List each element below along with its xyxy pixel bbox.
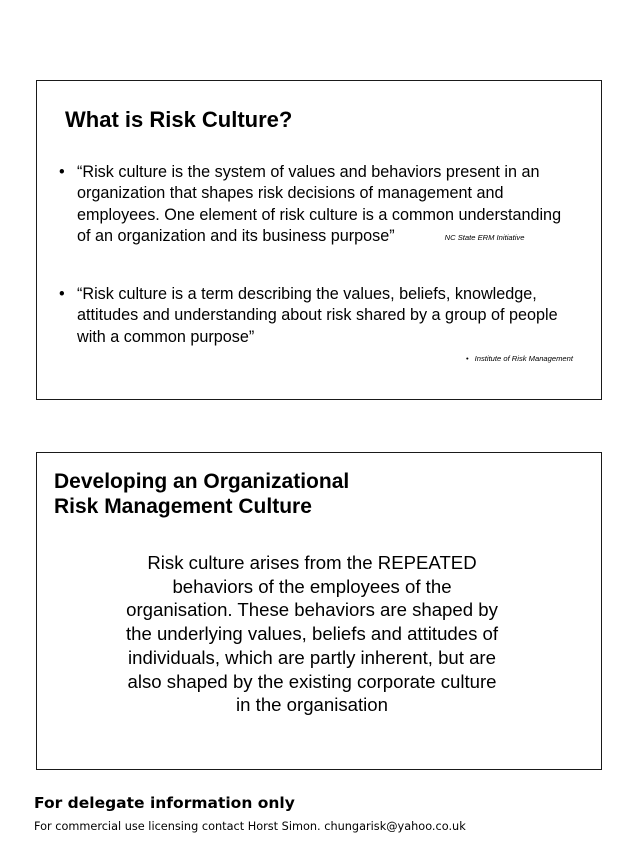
slide-what-is-risk-culture — [36, 80, 602, 400]
quote-source: NC State ERM Initiative — [444, 232, 525, 242]
quote-text: “Risk culture is the system of values and behaviors present in an organization that shapes risk decisions of management and employees. One element of risk culture is a common understanding of an organization and its business purpose” — [77, 163, 562, 245]
body-line: in the organisation — [236, 694, 388, 716]
quote-institute-risk-management — [59, 284, 579, 348]
bullet: • — [59, 285, 65, 303]
source-text: Institute of Risk Management — [474, 354, 573, 363]
body-line: individuals, which are partly inherent, but are — [128, 646, 496, 668]
source-bullet: • — [465, 354, 469, 363]
quote-nc-state — [59, 162, 579, 248]
body-line: the underlying values, beliefs and attitudes of — [125, 623, 499, 645]
body-line: organisation. These behaviors are shaped by — [126, 599, 498, 621]
slide-title-line: Risk Management Culture — [54, 495, 312, 518]
quote-text: “Risk culture is a term describing the values, beliefs, knowledge, attitudes and understanding about risk shared by a group of people with a common purpose” — [77, 285, 558, 346]
slide-title — [54, 469, 349, 519]
body-line: Risk culture arises from the REPEATED — [147, 552, 477, 573]
slide-body-text — [97, 551, 527, 717]
slide-title: What is Risk Culture? — [65, 107, 293, 132]
bullet: • — [59, 163, 65, 181]
delegate-notice: For delegate information only — [34, 794, 295, 812]
body-line: behaviors of the employees of the — [172, 575, 452, 597]
body-line: also shaped by the existing corporate culture — [127, 670, 497, 692]
quote-source — [466, 354, 573, 363]
slide-title-line: Developing an Organizational — [54, 470, 350, 493]
slide-developing-risk-culture — [36, 452, 602, 770]
licensing-contact: For commercial use licensing contact Horst Simon. chungarisk@yahoo.co.uk — [34, 820, 466, 833]
